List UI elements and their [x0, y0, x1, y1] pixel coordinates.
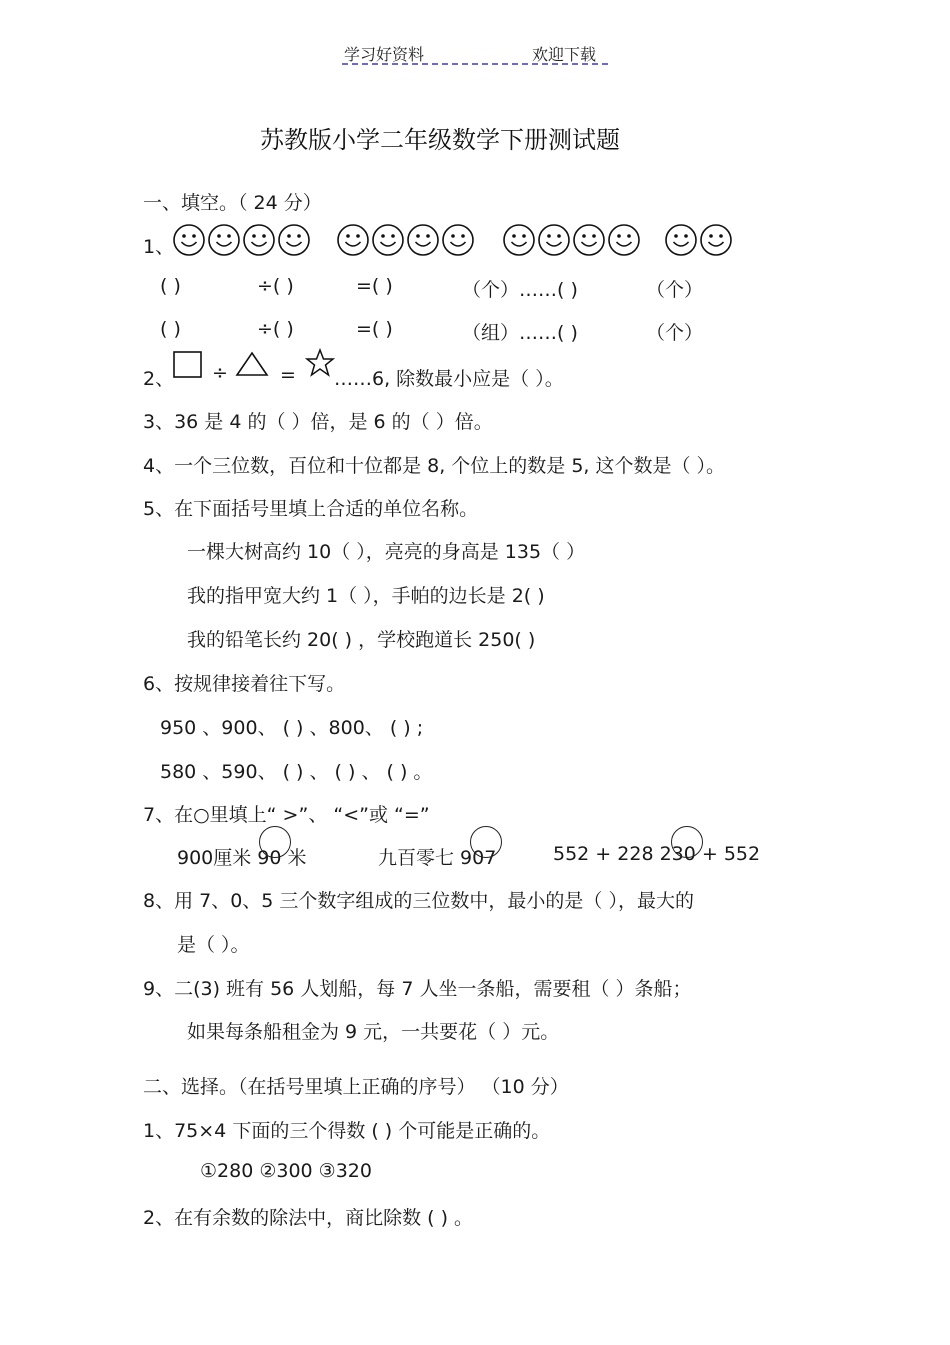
s2-q2-text: 2、在有余数的除法中，商比除数 ( ) 。: [143, 1207, 474, 1229]
q2-equal-sign: =: [280, 364, 296, 386]
smiley-face-icon: [277, 223, 312, 261]
q1-number: 1、: [143, 236, 175, 258]
q8-line1: 8、用 7、0、5 三个数字组成的三位数中，最小的是（ ），最大的: [143, 890, 694, 912]
smiley-group-1: [172, 223, 312, 261]
smiley-face-icon: [336, 223, 371, 261]
section2-heading: 二、选择。（在括号里填上正确的序号） （10 分）: [143, 1076, 569, 1098]
smiley-face-icon: [664, 223, 699, 261]
q1-row2-unit: （个）: [646, 322, 704, 344]
q6-line1: 950 、900、 ( ) 、800、 ( ) ;: [160, 717, 424, 739]
smiley-face-icon: [441, 223, 476, 261]
q1-row1-unit: （个）: [646, 279, 704, 301]
q1-row2-divisor: ÷( ): [257, 318, 294, 340]
compare-circle-icon[interactable]: [671, 826, 703, 858]
section1-heading: 一、填空。（ 24 分）: [143, 192, 322, 214]
square-shape-icon: [172, 350, 204, 380]
q7-item-c: 552 + 228 230 + 552: [553, 843, 761, 865]
header-right: 欢迎下载: [532, 45, 597, 64]
compare-circle-icon[interactable]: [470, 826, 502, 858]
smiley-face-icon: [502, 223, 537, 261]
q8-line2: 是（ ）。: [177, 934, 250, 956]
q6-line2: 580 、590、 ( ) 、 ( ) 、 ( ) 。: [160, 761, 433, 783]
header-divider: [342, 63, 608, 65]
q5-line3: 我的铅笔长约 20( ) ，学校跑道长 250( ): [187, 629, 536, 651]
smiley-face-icon: [207, 223, 242, 261]
q2-text: ……6, 除数最小应是（ ）。: [334, 368, 564, 390]
smiley-face-icon: [242, 223, 277, 261]
q1-row1-remainder: （个）……( ): [462, 279, 578, 301]
q1-row2-quotient: =( ): [356, 318, 393, 340]
q7-item-b: 九百零七 907: [378, 847, 497, 869]
q1-row1-dividend: ( ): [160, 275, 181, 297]
q5-line1: 一棵大树高约 10（ ），亮亮的身高是 135（ ）: [187, 541, 586, 563]
q2-divide-sign: ÷: [212, 362, 228, 384]
q5-line2: 我的指甲宽大约 1（ ），手帕的边长是 2( ): [187, 585, 545, 607]
q5-intro: 5、在下面括号里填上合适的单位名称。: [143, 498, 479, 520]
q2-number: 2、: [143, 368, 175, 390]
page-title: 苏教版小学二年级数学下册测试题: [260, 126, 620, 154]
q4-text: 4、一个三位数，百位和十位都是 8, 个位上的数是 5, 这个数是（ ）。: [143, 455, 726, 477]
triangle-shape-icon: [234, 350, 270, 378]
s2-q1-options: ①280 ②300 ③320: [200, 1160, 372, 1182]
q1-row1-quotient: =( ): [356, 275, 393, 297]
q6-intro: 6、按规律接着往下写。: [143, 673, 346, 695]
compare-circle-icon[interactable]: [259, 826, 291, 858]
smiley-face-icon: [572, 223, 607, 261]
q7-intro: 7、在○里填上“ >”、 “<”或 “=”: [143, 804, 430, 826]
smiley-face-icon: [406, 223, 441, 261]
star-shape-icon: [304, 348, 336, 378]
q1-row1-divisor: ÷( ): [257, 275, 294, 297]
smiley-group-4: [664, 223, 734, 261]
smiley-group-3: [502, 223, 642, 261]
smiley-group-2: [336, 223, 476, 261]
header-left: 学习好资料: [344, 45, 425, 64]
smiley-face-icon: [699, 223, 734, 261]
q1-row2-remainder: （组）……( ): [462, 322, 578, 344]
smiley-face-icon: [371, 223, 406, 261]
q7-item-a: 900厘米 90 米: [177, 847, 307, 869]
q9-line2: 如果每条船租金为 9 元，一共要花（ ）元。: [187, 1021, 560, 1043]
q9-line1: 9、二(3) 班有 56 人划船，每 7 人坐一条船，需要租（ ）条船；: [143, 978, 692, 1000]
smiley-face-icon: [607, 223, 642, 261]
smiley-face-icon: [172, 223, 207, 261]
q1-row2-dividend: ( ): [160, 318, 181, 340]
s2-q1-text: 1、75×4 下面的三个得数 ( ) 个可能是正确的。: [143, 1120, 551, 1142]
q3-text: 3、36 是 4 的（ ）倍，是 6 的（ ）倍。: [143, 411, 493, 433]
smiley-face-icon: [537, 223, 572, 261]
